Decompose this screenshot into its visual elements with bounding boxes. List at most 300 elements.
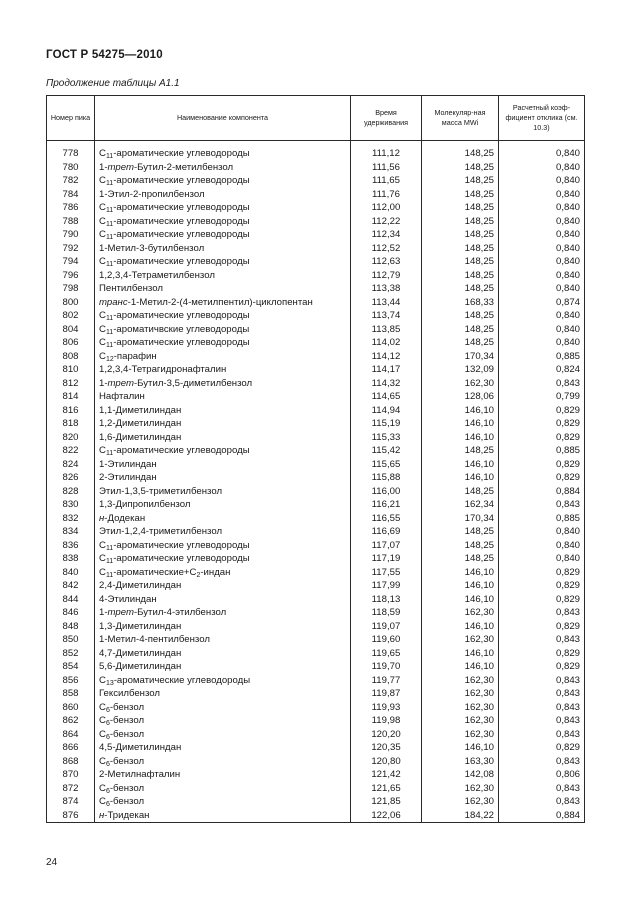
molecular-mass-cell: 162,30 bbox=[422, 728, 499, 742]
response-factor-cell: 0,840 bbox=[499, 215, 585, 229]
peak-number-cell: 862 bbox=[47, 714, 95, 728]
retention-time-cell: 121,65 bbox=[351, 782, 422, 796]
component-name-cell: $C_{13}$-ароматические углеводороды bbox=[95, 674, 351, 688]
retention-time-cell: 119,07 bbox=[351, 620, 422, 634]
table-row bbox=[47, 552, 585, 566]
component-name-cell: 1,3-Дипропилбензол bbox=[95, 498, 351, 512]
molecular-mass-cell: 146,10 bbox=[422, 579, 499, 593]
components-table bbox=[46, 95, 585, 823]
peak-number-cell: 824 bbox=[47, 458, 95, 472]
table-row bbox=[47, 417, 585, 431]
peak-number-cell: 800 bbox=[47, 296, 95, 310]
molecular-mass-cell: 170,34 bbox=[422, 512, 499, 526]
response-factor-cell: 0,843 bbox=[499, 728, 585, 742]
component-name-cell: 1-Этилиндан bbox=[95, 458, 351, 472]
retention-time-cell: 113,38 bbox=[351, 282, 422, 296]
component-name-cell: Нафталин bbox=[95, 390, 351, 404]
retention-time-cell: 112,34 bbox=[351, 228, 422, 242]
component-name-cell: 1-Метил-4-пентилбензол bbox=[95, 633, 351, 647]
response-factor-cell: 0,829 bbox=[499, 566, 585, 580]
retention-time-cell: 119,77 bbox=[351, 674, 422, 688]
response-factor-cell: 0,829 bbox=[499, 404, 585, 418]
molecular-mass-cell: 148,25 bbox=[422, 228, 499, 242]
retention-time-cell: 115,42 bbox=[351, 444, 422, 458]
table-row bbox=[47, 444, 585, 458]
component-name-cell: $C_{11}$-ароматические углеводороды bbox=[95, 552, 351, 566]
retention-time-cell: 119,87 bbox=[351, 687, 422, 701]
component-name-cell: 1,1-Диметилиндан bbox=[95, 404, 351, 418]
molecular-mass-cell: 170,34 bbox=[422, 350, 499, 364]
peak-number-cell: 872 bbox=[47, 782, 95, 796]
molecular-mass-cell: 162,30 bbox=[422, 377, 499, 391]
retention-time-cell: 120,35 bbox=[351, 741, 422, 755]
table-row bbox=[47, 755, 585, 769]
peak-number-cell: 838 bbox=[47, 552, 95, 566]
peak-number-cell: 866 bbox=[47, 741, 95, 755]
response-factor-cell: 0,840 bbox=[499, 174, 585, 188]
response-factor-cell: 0,840 bbox=[499, 552, 585, 566]
response-factor-cell: 0,885 bbox=[499, 444, 585, 458]
component-name-cell: 2-Метилнафталин bbox=[95, 768, 351, 782]
response-factor-cell: 0,799 bbox=[499, 390, 585, 404]
table-row bbox=[47, 174, 585, 188]
table-row bbox=[47, 593, 585, 607]
molecular-mass-cell: 148,25 bbox=[422, 147, 499, 161]
retention-time-cell: 112,22 bbox=[351, 215, 422, 229]
peak-number-cell: 796 bbox=[47, 269, 95, 283]
table-row bbox=[47, 323, 585, 337]
table-row bbox=[47, 512, 585, 526]
molecular-mass-cell: 148,25 bbox=[422, 242, 499, 256]
column-header-molecular-mass: Молекуляр-ная масса MWi bbox=[422, 96, 499, 141]
retention-time-cell: 111,12 bbox=[351, 147, 422, 161]
response-factor-cell: 0,843 bbox=[499, 633, 585, 647]
column-header-component-name: Наименование компонента bbox=[95, 96, 351, 141]
retention-time-cell: 116,69 bbox=[351, 525, 422, 539]
component-name-cell: н-Додекан bbox=[95, 512, 351, 526]
component-name-cell: $C_{11}$-ароматические углеводороды bbox=[95, 336, 351, 350]
molecular-mass-cell: 148,25 bbox=[422, 188, 499, 202]
component-name-cell: $C_{11}$-ароматические углеводороды bbox=[95, 309, 351, 323]
component-name-cell: транс-1-Метил-2-(4-метилпентил)-циклопентан bbox=[95, 296, 351, 310]
peak-number-cell: 816 bbox=[47, 404, 95, 418]
peak-number-cell: 830 bbox=[47, 498, 95, 512]
table-row bbox=[47, 269, 585, 283]
column-header-peak-number: Номер пика bbox=[47, 96, 95, 141]
retention-time-cell: 116,00 bbox=[351, 485, 422, 499]
retention-time-cell: 117,07 bbox=[351, 539, 422, 553]
response-factor-cell: 0,829 bbox=[499, 593, 585, 607]
molecular-mass-cell: 146,10 bbox=[422, 566, 499, 580]
peak-number-cell: 836 bbox=[47, 539, 95, 553]
molecular-mass-cell: 148,25 bbox=[422, 323, 499, 337]
molecular-mass-cell: 162,30 bbox=[422, 674, 499, 688]
molecular-mass-cell: 146,10 bbox=[422, 458, 499, 472]
component-name-cell: 1,6-Диметилиндан bbox=[95, 431, 351, 445]
peak-number-cell: 832 bbox=[47, 512, 95, 526]
response-factor-cell: 0,840 bbox=[499, 161, 585, 175]
retention-time-cell: 112,79 bbox=[351, 269, 422, 283]
table-row bbox=[47, 701, 585, 715]
molecular-mass-cell: 148,25 bbox=[422, 215, 499, 229]
response-factor-cell: 0,840 bbox=[499, 282, 585, 296]
response-factor-cell: 0,840 bbox=[499, 269, 585, 283]
peak-number-cell: 778 bbox=[47, 147, 95, 161]
table-row bbox=[47, 768, 585, 782]
component-name-cell: 4-Этилиндан bbox=[95, 593, 351, 607]
component-name-cell: Гексилбензол bbox=[95, 687, 351, 701]
molecular-mass-cell: 148,25 bbox=[422, 161, 499, 175]
response-factor-cell: 0,885 bbox=[499, 350, 585, 364]
peak-number-cell: 812 bbox=[47, 377, 95, 391]
response-factor-cell: 0,829 bbox=[499, 417, 585, 431]
molecular-mass-cell: 162,30 bbox=[422, 633, 499, 647]
table-row bbox=[47, 809, 585, 823]
molecular-mass-cell: 162,30 bbox=[422, 687, 499, 701]
peak-number-cell: 798 bbox=[47, 282, 95, 296]
response-factor-cell: 0,829 bbox=[499, 660, 585, 674]
component-name-cell: $C_6$-бензол bbox=[95, 728, 351, 742]
peak-number-cell: 864 bbox=[47, 728, 95, 742]
molecular-mass-cell: 162,30 bbox=[422, 714, 499, 728]
response-factor-cell: 0,843 bbox=[499, 714, 585, 728]
table-row bbox=[47, 633, 585, 647]
component-name-cell: $C_{11}$-ароматические углеводороды bbox=[95, 444, 351, 458]
table-row bbox=[47, 309, 585, 323]
response-factor-cell: 0,840 bbox=[499, 255, 585, 269]
peak-number-cell: 826 bbox=[47, 471, 95, 485]
retention-time-cell: 119,98 bbox=[351, 714, 422, 728]
peak-number-cell: 834 bbox=[47, 525, 95, 539]
molecular-mass-cell: 146,10 bbox=[422, 741, 499, 755]
retention-time-cell: 113,85 bbox=[351, 323, 422, 337]
table-row bbox=[47, 215, 585, 229]
table-row bbox=[47, 485, 585, 499]
molecular-mass-cell: 148,25 bbox=[422, 552, 499, 566]
retention-time-cell: 111,56 bbox=[351, 161, 422, 175]
component-name-cell: 1-Этил-2-пропилбензол bbox=[95, 188, 351, 202]
component-name-cell: 1-трет-Бутил-3,5-диметилбензол bbox=[95, 377, 351, 391]
molecular-mass-cell: 163,30 bbox=[422, 755, 499, 769]
response-factor-cell: 0,806 bbox=[499, 768, 585, 782]
component-name-cell: $C_{11}$-ароматические углеводороды bbox=[95, 201, 351, 215]
component-name-cell: 1,3-Диметилиндан bbox=[95, 620, 351, 634]
retention-time-cell: 115,65 bbox=[351, 458, 422, 472]
peak-number-cell: 802 bbox=[47, 309, 95, 323]
table-row bbox=[47, 228, 585, 242]
molecular-mass-cell: 148,25 bbox=[422, 539, 499, 553]
retention-time-cell: 120,20 bbox=[351, 728, 422, 742]
retention-time-cell: 119,60 bbox=[351, 633, 422, 647]
peak-number-cell: 844 bbox=[47, 593, 95, 607]
response-factor-cell: 0,829 bbox=[499, 579, 585, 593]
molecular-mass-cell: 162,30 bbox=[422, 795, 499, 809]
response-factor-cell: 0,874 bbox=[499, 296, 585, 310]
retention-time-cell: 121,42 bbox=[351, 768, 422, 782]
component-name-cell: $C_6$-бензол bbox=[95, 701, 351, 715]
response-factor-cell: 0,829 bbox=[499, 471, 585, 485]
table-row bbox=[47, 606, 585, 620]
component-name-cell: 4,5-Диметилиндан bbox=[95, 741, 351, 755]
molecular-mass-cell: 148,25 bbox=[422, 336, 499, 350]
component-name-cell: $C_{11}$-ароматичвские углеводороды bbox=[95, 323, 351, 337]
peak-number-cell: 806 bbox=[47, 336, 95, 350]
molecular-mass-cell: 132,09 bbox=[422, 363, 499, 377]
component-name-cell: 1,2,3,4-Тетраметилбензол bbox=[95, 269, 351, 283]
molecular-mass-cell: 168,33 bbox=[422, 296, 499, 310]
table-header-row bbox=[47, 96, 585, 141]
retention-time-cell: 114,02 bbox=[351, 336, 422, 350]
peak-number-cell: 822 bbox=[47, 444, 95, 458]
table-caption: Продолжение таблицы А1.1 bbox=[46, 78, 180, 89]
table-row bbox=[47, 782, 585, 796]
molecular-mass-cell: 184,22 bbox=[422, 809, 499, 823]
retention-time-cell: 119,93 bbox=[351, 701, 422, 715]
response-factor-cell: 0,843 bbox=[499, 755, 585, 769]
peak-number-cell: 860 bbox=[47, 701, 95, 715]
retention-time-cell: 114,65 bbox=[351, 390, 422, 404]
retention-time-cell: 113,74 bbox=[351, 309, 422, 323]
component-name-cell: $C_6$-бензол bbox=[95, 782, 351, 796]
response-factor-cell: 0,829 bbox=[499, 431, 585, 445]
response-factor-cell: 0,884 bbox=[499, 809, 585, 823]
table-row bbox=[47, 539, 585, 553]
response-factor-cell: 0,829 bbox=[499, 647, 585, 661]
retention-time-cell: 114,17 bbox=[351, 363, 422, 377]
table-row bbox=[47, 620, 585, 634]
peak-number-cell: 840 bbox=[47, 566, 95, 580]
peak-number-cell: 828 bbox=[47, 485, 95, 499]
molecular-mass-cell: 146,10 bbox=[422, 647, 499, 661]
molecular-mass-cell: 148,25 bbox=[422, 485, 499, 499]
peak-number-cell: 852 bbox=[47, 647, 95, 661]
peak-number-cell: 856 bbox=[47, 674, 95, 688]
retention-time-cell: 114,12 bbox=[351, 350, 422, 364]
peak-number-cell: 790 bbox=[47, 228, 95, 242]
response-factor-cell: 0,843 bbox=[499, 606, 585, 620]
table-row bbox=[47, 741, 585, 755]
molecular-mass-cell: 148,25 bbox=[422, 174, 499, 188]
retention-time-cell: 119,65 bbox=[351, 647, 422, 661]
retention-time-cell: 117,55 bbox=[351, 566, 422, 580]
response-factor-cell: 0,843 bbox=[499, 701, 585, 715]
component-name-cell: $C_{11}$-ароматические углеводороды bbox=[95, 228, 351, 242]
table-body bbox=[47, 141, 585, 823]
standard-designation: ГОСТ Р 54275—2010 bbox=[46, 49, 163, 61]
component-name-cell: $C_{11}$-ароматические углеводороды bbox=[95, 215, 351, 229]
component-name-cell: 5,6-Диметилиндан bbox=[95, 660, 351, 674]
response-factor-cell: 0,843 bbox=[499, 498, 585, 512]
peak-number-cell: 786 bbox=[47, 201, 95, 215]
response-factor-cell: 0,824 bbox=[499, 363, 585, 377]
peak-number-cell: 848 bbox=[47, 620, 95, 634]
molecular-mass-cell: 146,10 bbox=[422, 660, 499, 674]
molecular-mass-cell: 148,25 bbox=[422, 282, 499, 296]
molecular-mass-cell: 128,06 bbox=[422, 390, 499, 404]
retention-time-cell: 118,59 bbox=[351, 606, 422, 620]
response-factor-cell: 0,840 bbox=[499, 336, 585, 350]
table-row bbox=[47, 579, 585, 593]
table-row bbox=[47, 336, 585, 350]
peak-number-cell: 858 bbox=[47, 687, 95, 701]
molecular-mass-cell: 146,10 bbox=[422, 471, 499, 485]
component-name-cell: Пентилбензол bbox=[95, 282, 351, 296]
response-factor-cell: 0,843 bbox=[499, 674, 585, 688]
retention-time-cell: 111,76 bbox=[351, 188, 422, 202]
retention-time-cell: 114,94 bbox=[351, 404, 422, 418]
molecular-mass-cell: 148,25 bbox=[422, 269, 499, 283]
component-name-cell: $C_{12}$-парафин bbox=[95, 350, 351, 364]
retention-time-cell: 118,13 bbox=[351, 593, 422, 607]
retention-time-cell: 122,06 bbox=[351, 809, 422, 823]
table-row bbox=[47, 728, 585, 742]
table-row bbox=[47, 201, 585, 215]
table-row bbox=[47, 687, 585, 701]
component-name-cell: $C_6$-бензол bbox=[95, 795, 351, 809]
table-row bbox=[47, 647, 585, 661]
table-row bbox=[47, 188, 585, 202]
response-factor-cell: 0,840 bbox=[499, 323, 585, 337]
response-factor-cell: 0,840 bbox=[499, 228, 585, 242]
table-row bbox=[47, 242, 585, 256]
molecular-mass-cell: 148,25 bbox=[422, 309, 499, 323]
peak-number-cell: 876 bbox=[47, 809, 95, 823]
molecular-mass-cell: 146,10 bbox=[422, 620, 499, 634]
component-name-cell: 2,4-Диметилиндан bbox=[95, 579, 351, 593]
peak-number-cell: 868 bbox=[47, 755, 95, 769]
table-row bbox=[47, 660, 585, 674]
molecular-mass-cell: 148,25 bbox=[422, 201, 499, 215]
component-name-cell: 1-трет-Бутил-4-этилбензол bbox=[95, 606, 351, 620]
component-name-cell: $C_{11}$-ароматические углеводороды bbox=[95, 147, 351, 161]
column-header-response-factor: Расчетный коэф-фициент отклика (см. 10.3) bbox=[499, 96, 585, 141]
response-factor-cell: 0,840 bbox=[499, 201, 585, 215]
peak-number-cell: 794 bbox=[47, 255, 95, 269]
response-factor-cell: 0,829 bbox=[499, 458, 585, 472]
table-row bbox=[47, 498, 585, 512]
retention-time-cell: 111,65 bbox=[351, 174, 422, 188]
molecular-mass-cell: 146,10 bbox=[422, 593, 499, 607]
table-row bbox=[47, 282, 585, 296]
table-row bbox=[47, 714, 585, 728]
table-row bbox=[47, 404, 585, 418]
peak-number-cell: 870 bbox=[47, 768, 95, 782]
molecular-mass-cell: 162,30 bbox=[422, 701, 499, 715]
molecular-mass-cell: 148,25 bbox=[422, 444, 499, 458]
peak-number-cell: 842 bbox=[47, 579, 95, 593]
table-row bbox=[47, 566, 585, 580]
retention-time-cell: 114,32 bbox=[351, 377, 422, 391]
response-factor-cell: 0,843 bbox=[499, 377, 585, 391]
component-name-cell: $C_6$-бензол bbox=[95, 714, 351, 728]
response-factor-cell: 0,843 bbox=[499, 687, 585, 701]
retention-time-cell: 116,55 bbox=[351, 512, 422, 526]
table-row bbox=[47, 431, 585, 445]
component-name-cell: $C_{11}-ароматические+C_2$-индан bbox=[95, 566, 351, 580]
component-name-cell: 1,2-Диметилиндан bbox=[95, 417, 351, 431]
peak-number-cell: 792 bbox=[47, 242, 95, 256]
response-factor-cell: 0,840 bbox=[499, 525, 585, 539]
table-row bbox=[47, 255, 585, 269]
component-name-cell: 1-Метил-3-бутилбензол bbox=[95, 242, 351, 256]
peak-number-cell: 788 bbox=[47, 215, 95, 229]
column-header-retention-time: Время удерживания bbox=[351, 96, 422, 141]
retention-time-cell: 115,33 bbox=[351, 431, 422, 445]
response-factor-cell: 0,829 bbox=[499, 620, 585, 634]
retention-time-cell: 112,00 bbox=[351, 201, 422, 215]
table-row bbox=[47, 674, 585, 688]
molecular-mass-cell: 142,08 bbox=[422, 768, 499, 782]
component-name-cell: $C_6$-бензол bbox=[95, 755, 351, 769]
retention-time-cell: 120,80 bbox=[351, 755, 422, 769]
peak-number-cell: 854 bbox=[47, 660, 95, 674]
component-name-cell: 4,7-Диметилиндан bbox=[95, 647, 351, 661]
molecular-mass-cell: 148,25 bbox=[422, 255, 499, 269]
peak-number-cell: 810 bbox=[47, 363, 95, 377]
retention-time-cell: 115,19 bbox=[351, 417, 422, 431]
molecular-mass-cell: 162,30 bbox=[422, 782, 499, 796]
table-row bbox=[47, 350, 585, 364]
component-name-cell: 1,2,3,4-Тетрагидронафталин bbox=[95, 363, 351, 377]
response-factor-cell: 0,840 bbox=[499, 539, 585, 553]
retention-time-cell: 113,44 bbox=[351, 296, 422, 310]
response-factor-cell: 0,884 bbox=[499, 485, 585, 499]
peak-number-cell: 818 bbox=[47, 417, 95, 431]
response-factor-cell: 0,829 bbox=[499, 741, 585, 755]
table-row bbox=[47, 525, 585, 539]
response-factor-cell: 0,843 bbox=[499, 795, 585, 809]
retention-time-cell: 112,52 bbox=[351, 242, 422, 256]
component-name-cell: Этил-1,3,5-триметилбензол bbox=[95, 485, 351, 499]
table-row bbox=[47, 795, 585, 809]
peak-number-cell: 846 bbox=[47, 606, 95, 620]
peak-number-cell: 784 bbox=[47, 188, 95, 202]
response-factor-cell: 0,885 bbox=[499, 512, 585, 526]
peak-number-cell: 850 bbox=[47, 633, 95, 647]
retention-time-cell: 119,70 bbox=[351, 660, 422, 674]
table-row bbox=[47, 390, 585, 404]
molecular-mass-cell: 146,10 bbox=[422, 431, 499, 445]
response-factor-cell: 0,840 bbox=[499, 309, 585, 323]
component-name-cell: $C_{11}$-ароматические углеводороды bbox=[95, 255, 351, 269]
page-number: 24 bbox=[46, 857, 58, 868]
molecular-mass-cell: 148,25 bbox=[422, 525, 499, 539]
peak-number-cell: 814 bbox=[47, 390, 95, 404]
molecular-mass-cell: 162,30 bbox=[422, 606, 499, 620]
component-name-cell: $C_{11}$-ароматические углеводороды bbox=[95, 174, 351, 188]
response-factor-cell: 0,840 bbox=[499, 147, 585, 161]
retention-time-cell: 121,85 bbox=[351, 795, 422, 809]
table-row bbox=[47, 147, 585, 161]
retention-time-cell: 116,21 bbox=[351, 498, 422, 512]
molecular-mass-cell: 146,10 bbox=[422, 417, 499, 431]
peak-number-cell: 780 bbox=[47, 161, 95, 175]
retention-time-cell: 112,63 bbox=[351, 255, 422, 269]
component-name-cell: Этил-1,2,4-триметилбензол bbox=[95, 525, 351, 539]
peak-number-cell: 782 bbox=[47, 174, 95, 188]
component-name-cell: 2-Этилиндан bbox=[95, 471, 351, 485]
retention-time-cell: 115,88 bbox=[351, 471, 422, 485]
component-name-cell: $C_{11}$-ароматические углеводороды bbox=[95, 539, 351, 553]
table-row bbox=[47, 458, 585, 472]
molecular-mass-cell: 146,10 bbox=[422, 404, 499, 418]
response-factor-cell: 0,840 bbox=[499, 242, 585, 256]
table-row bbox=[47, 471, 585, 485]
retention-time-cell: 117,99 bbox=[351, 579, 422, 593]
table-row bbox=[47, 377, 585, 391]
molecular-mass-cell: 162,34 bbox=[422, 498, 499, 512]
retention-time-cell: 117,19 bbox=[351, 552, 422, 566]
